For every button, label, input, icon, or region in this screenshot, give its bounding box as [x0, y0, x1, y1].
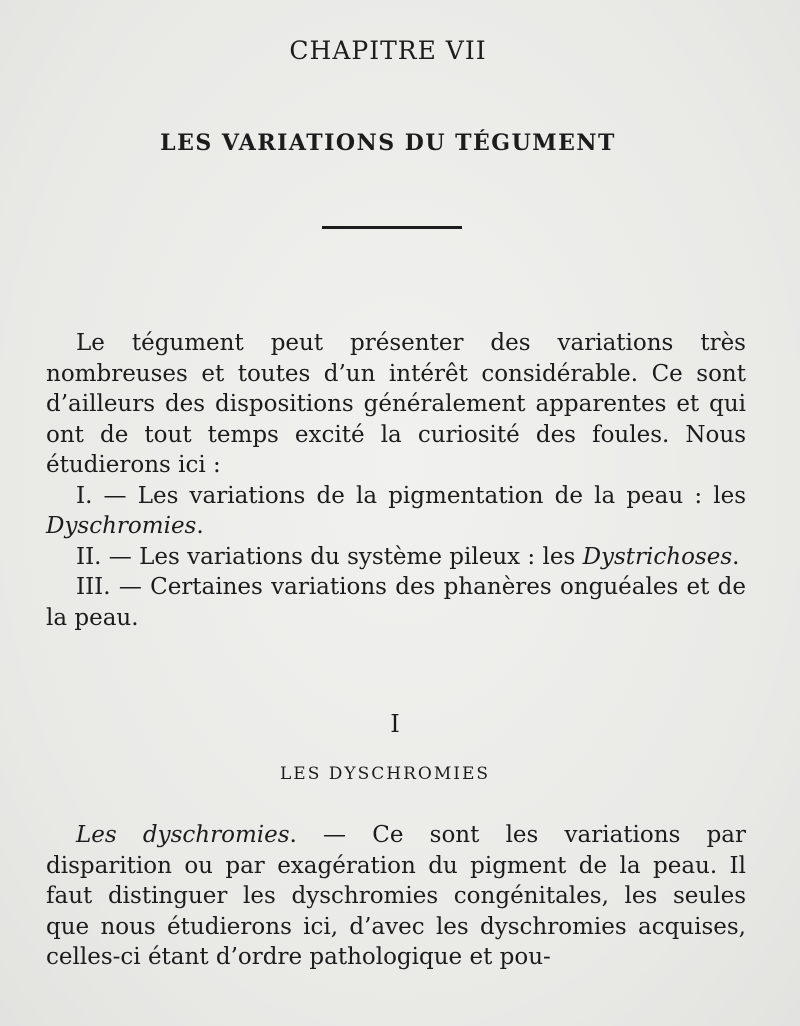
section-body-text: . — Ce sont les variations par disparition ou par exagération du pigment de la peau. Il faut distinguer les dyschromies congénitales, les seules que nous étudierons ici, d’avec les dyschromies acquises, celles-ci étant d’ordre pathologique et pou- [46, 822, 746, 970]
chapter-heading: CHAPITRE VII [289, 36, 487, 65]
list-item-1-term: Dyschromies [46, 513, 197, 539]
section-paragraph [46, 820, 746, 973]
list-item-3: III. — Certaines variations des phanères onguéales et de la peau. [46, 574, 746, 631]
section-number: I [390, 710, 400, 738]
list-item-2-term: Dystrichoses [582, 543, 733, 570]
page-title: LES VARIATIONS DU TÉGUMENT [160, 130, 616, 156]
section-text [46, 820, 746, 973]
intro-paragraph [46, 328, 746, 633]
title-divider [322, 226, 462, 229]
list-item-1-text: I. — Les variations de la pigmentation de la peau : les [76, 482, 746, 509]
list-item-1: I. — Les variations de la pigmentation de la peau : les Dyschromies. [46, 482, 746, 539]
list-item-2: II. — Les variations du système pileux : les Dystrichoses. [76, 543, 740, 570]
list-item-2-text: II. — Les variations du système pileux : les [76, 543, 583, 570]
intro-text: Le tégument peut présenter des variations très nombreuses et toutes d’un intérêt considérable. Ce sont d’ailleurs des dispositions généralement apparentes et qui ont de tout temps excité la curiosité des foules. Nous étudierons ici : [46, 330, 746, 478]
section-title: LES DYSCHROMIES [280, 764, 490, 784]
section-lead-term: Les dyschromies [76, 822, 290, 848]
